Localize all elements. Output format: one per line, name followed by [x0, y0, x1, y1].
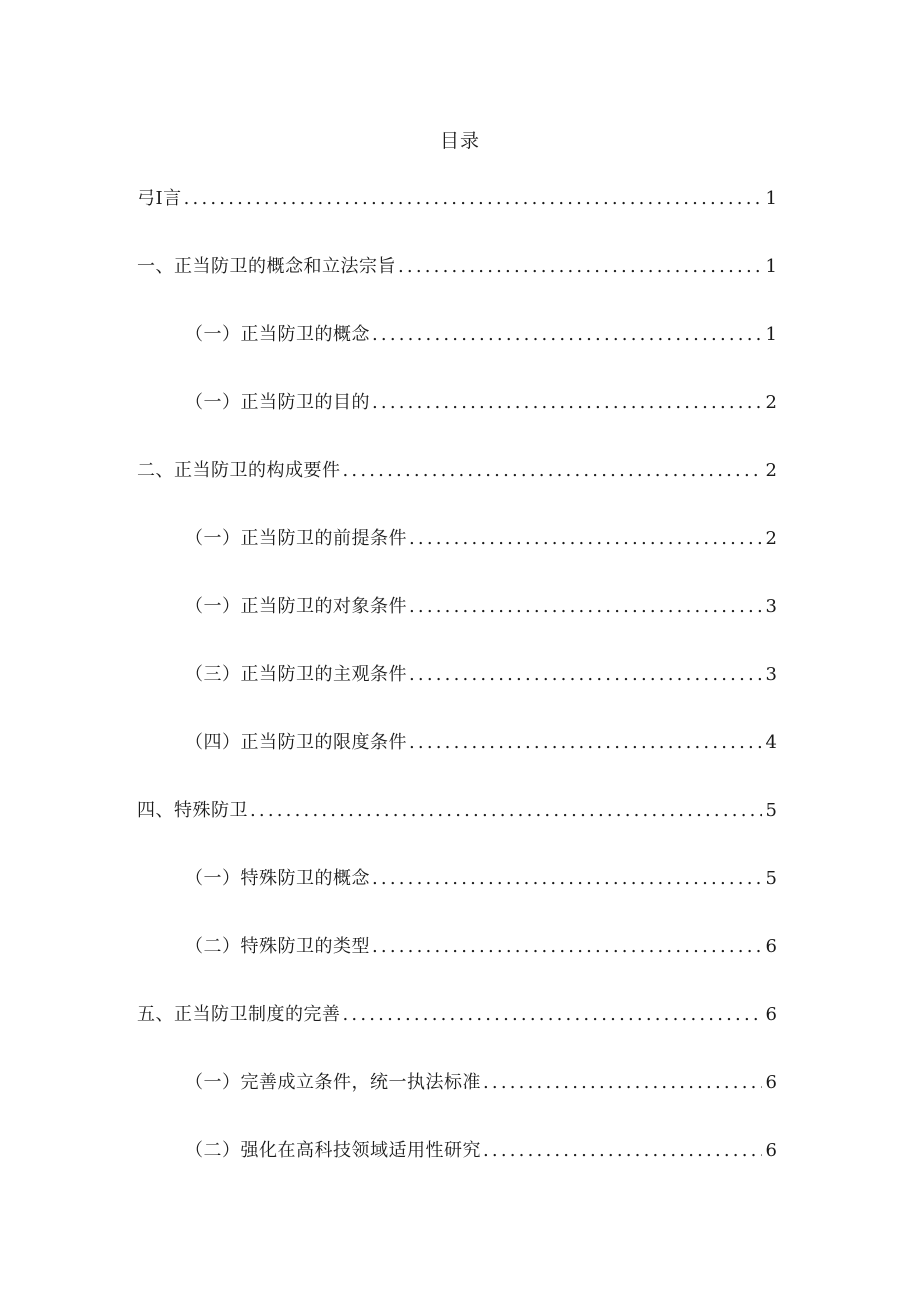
toc-entry-label: （四）正当防卫的限度条件	[185, 732, 407, 753]
toc-entry-page: 1	[765, 324, 777, 345]
toc-leader-dots	[409, 524, 762, 554]
toc-entry-page: 4	[765, 732, 777, 753]
toc-leader-dots	[409, 592, 762, 622]
toc-leader-dots	[409, 728, 762, 758]
toc-title: 目录	[439, 130, 480, 152]
toc-entry[interactable]	[137, 660, 777, 728]
toc-leader-dots	[250, 796, 762, 826]
toc-leader-dots	[343, 1000, 762, 1030]
toc-entry-label: 一、正当防卫的概念和立法宗旨	[137, 256, 396, 277]
toc-entry-page: 3	[765, 596, 777, 617]
toc-entry-label: （三）正当防卫的主观条件	[185, 664, 407, 685]
toc-entry-page: 2	[765, 460, 777, 481]
toc-entry-label: （一）正当防卫的概念	[185, 324, 370, 345]
toc-leader-dots	[184, 184, 762, 214]
toc-entry-page: 5	[765, 800, 777, 821]
toc-entry-label: 四、特殊防卫	[137, 800, 248, 821]
toc-entry[interactable]	[137, 592, 777, 660]
toc-entry-page: 6	[765, 1140, 777, 1161]
toc-leader-dots	[398, 252, 762, 282]
toc-entry-page: 6	[765, 1004, 777, 1025]
toc-entry-label: （一）正当防卫的对象条件	[185, 596, 407, 617]
toc-entry[interactable]	[137, 864, 777, 932]
toc-leader-dots	[483, 1136, 762, 1166]
toc-entry[interactable]	[137, 932, 777, 1000]
toc-entry[interactable]	[137, 1136, 777, 1204]
toc-entry-label: 弓I言	[137, 188, 182, 209]
toc-leader-dots	[372, 932, 762, 962]
toc-entry-page: 1	[765, 188, 777, 209]
toc-entry-label: 五、正当防卫制度的完善	[137, 1004, 341, 1025]
toc-leader-dots	[372, 388, 762, 418]
toc-entry[interactable]	[137, 524, 777, 592]
toc-entry-page: 6	[765, 1072, 777, 1093]
toc-entry-label: （一）正当防卫的前提条件	[185, 528, 407, 549]
toc-entry-page: 6	[765, 936, 777, 957]
toc-entry[interactable]	[137, 728, 777, 796]
toc-entry-label: （一）完善成立条件，统一执法标准	[185, 1072, 481, 1093]
toc-entry[interactable]	[137, 456, 777, 524]
toc-entry-page: 3	[765, 664, 777, 685]
toc-entry[interactable]	[137, 1000, 777, 1068]
toc-leader-dots	[343, 456, 762, 486]
toc-entry[interactable]	[137, 184, 777, 252]
toc-leader-dots	[483, 1068, 762, 1098]
toc-entry[interactable]	[137, 796, 777, 864]
toc-entry-page: 5	[765, 868, 777, 889]
toc-entry-label: （二）强化在高科技领域适用性研究	[185, 1140, 481, 1161]
toc-entry-page: 2	[765, 528, 777, 549]
toc-entry-label: （一）正当防卫的目的	[185, 392, 370, 413]
toc-entry[interactable]	[137, 388, 777, 456]
toc-entry-label: （二）特殊防卫的类型	[185, 936, 370, 957]
toc-entry[interactable]	[137, 320, 777, 388]
toc-entry-label: 二、正当防卫的构成要件	[137, 460, 341, 481]
toc-entry-page: 1	[765, 256, 777, 277]
toc-leader-dots	[372, 864, 762, 894]
toc-list	[137, 184, 777, 1204]
toc-entry-page: 2	[765, 392, 777, 413]
toc-entry[interactable]	[137, 1068, 777, 1136]
toc-entry[interactable]	[137, 252, 777, 320]
toc-entry-label: （一）特殊防卫的概念	[185, 868, 370, 889]
toc-leader-dots	[372, 320, 762, 350]
toc-leader-dots	[409, 660, 762, 690]
